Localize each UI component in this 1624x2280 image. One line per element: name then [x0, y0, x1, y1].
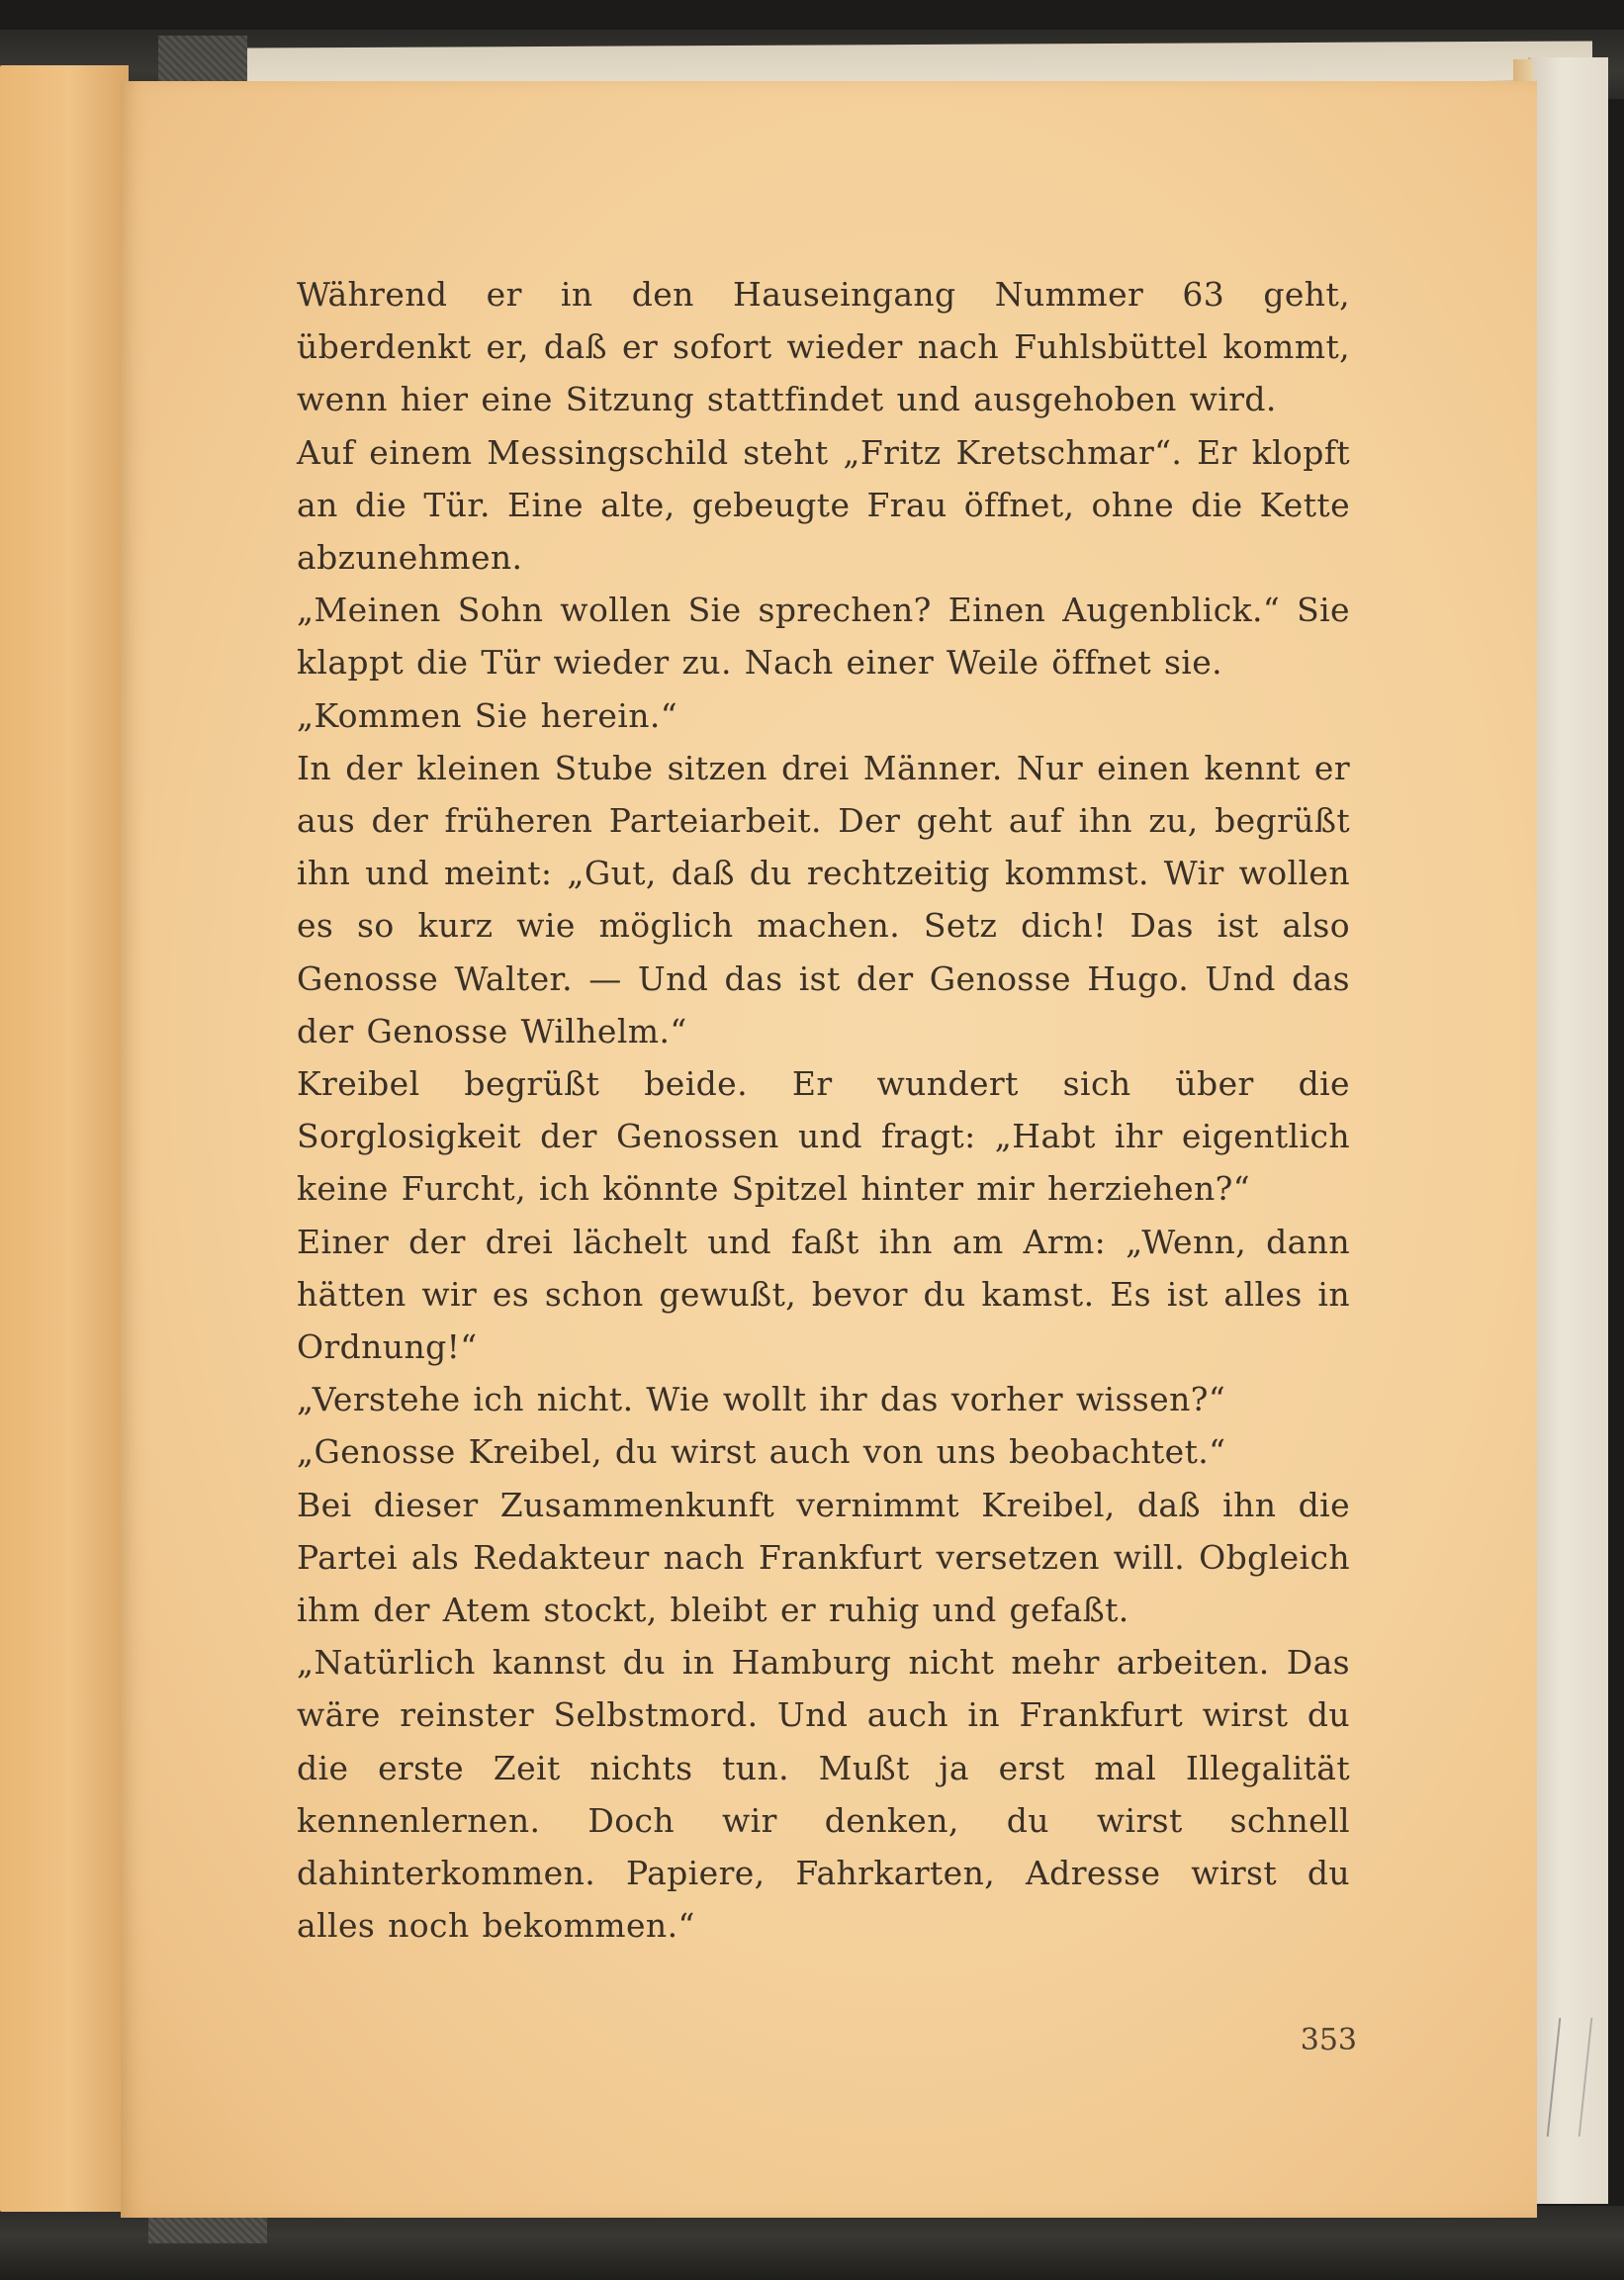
paragraph: Auf einem Messingschild steht „Fritz Kretschmar“. Er klopft an die Tür. Eine alte, gebeugte Frau öffnet, ohne die Kette abzunehmen. [297, 432, 1350, 578]
book-page [121, 81, 1537, 2218]
paragraph: „Meinen Sohn wollen Sie sprechen? Einen Augenblick.“ Sie klappt die Tür wieder zu. Nach einer Weile öffnet sie. [297, 591, 1350, 683]
left-page [0, 65, 129, 2212]
paragraph: „Kommen Sie herein.“ [297, 695, 678, 735]
page-number: 353 [1300, 2023, 1357, 2057]
paragraph: Bei dieser Zusammenkunft vernimmt Kreibel, daß ihn die Partei als Redakteur nach Frankfurt versetzen will. Obgleich ihm der Atem stockt, bleibt er ruhig und gefaßt. [297, 1485, 1350, 1630]
spine-cloth-top [158, 36, 247, 85]
body-text [297, 268, 1350, 1953]
page-block-fore-edge [1528, 57, 1608, 2204]
paragraph: „Genosse Kreibel, du wirst auch von uns beobachtet.“ [297, 1432, 1226, 1472]
paragraph: In der kleinen Stube sitzen drei Männer. Nur einen kennt er aus der früheren Parteiarbeit. Der geht auf ihn zu, begrüßt ihn und meint: „Gut, daß du rechtzeitig kommst. Wir wollen es so kurz wie möglich machen. Setz dich! Das ist also Genosse Walter. — Und das ist der Genosse Hugo. Und das der Genosse Wilhelm.“ [297, 748, 1350, 1050]
spine-cloth-bottom [148, 2214, 267, 2243]
paragraph: „Verstehe ich nicht. Wie wollt ihr das vorher wissen?“ [297, 1380, 1226, 1419]
paragraph: Einer der drei lächelt und faßt ihn am Arm: „Wenn, dann hätten wir es schon gewußt, bevor du kamst. Es ist alles in Ordnung!“ [297, 1222, 1350, 1367]
paragraph: Während er in den Hauseingang Nummer 63 geht, überdenkt er, daß er sofort wieder nach Fuhlsbüttel kommt, wenn hier eine Sitzung stattfindet und ausgehoben wird. [297, 275, 1350, 419]
paragraph: „Natürlich kannst du in Hamburg nicht mehr arbeiten. Das wäre reinster Selbstmord. Und auch in Frankfurt wirst du die erste Zeit nichts tun. Mußt ja erst mal Illegalität kennenlernen. Doch wir denken, du wirst schnell dahinterkommen. Papiere, Fahrkarten, Adresse wirst du alles noch bekommen.“ [297, 1643, 1350, 1946]
paragraph: Kreibel begrüßt beide. Er wundert sich über die Sorglosigkeit der Genossen und fragt: „Habt ihr eigentlich keine Furcht, ich könnte Spitzel hinter mir herziehen?“ [297, 1064, 1350, 1209]
